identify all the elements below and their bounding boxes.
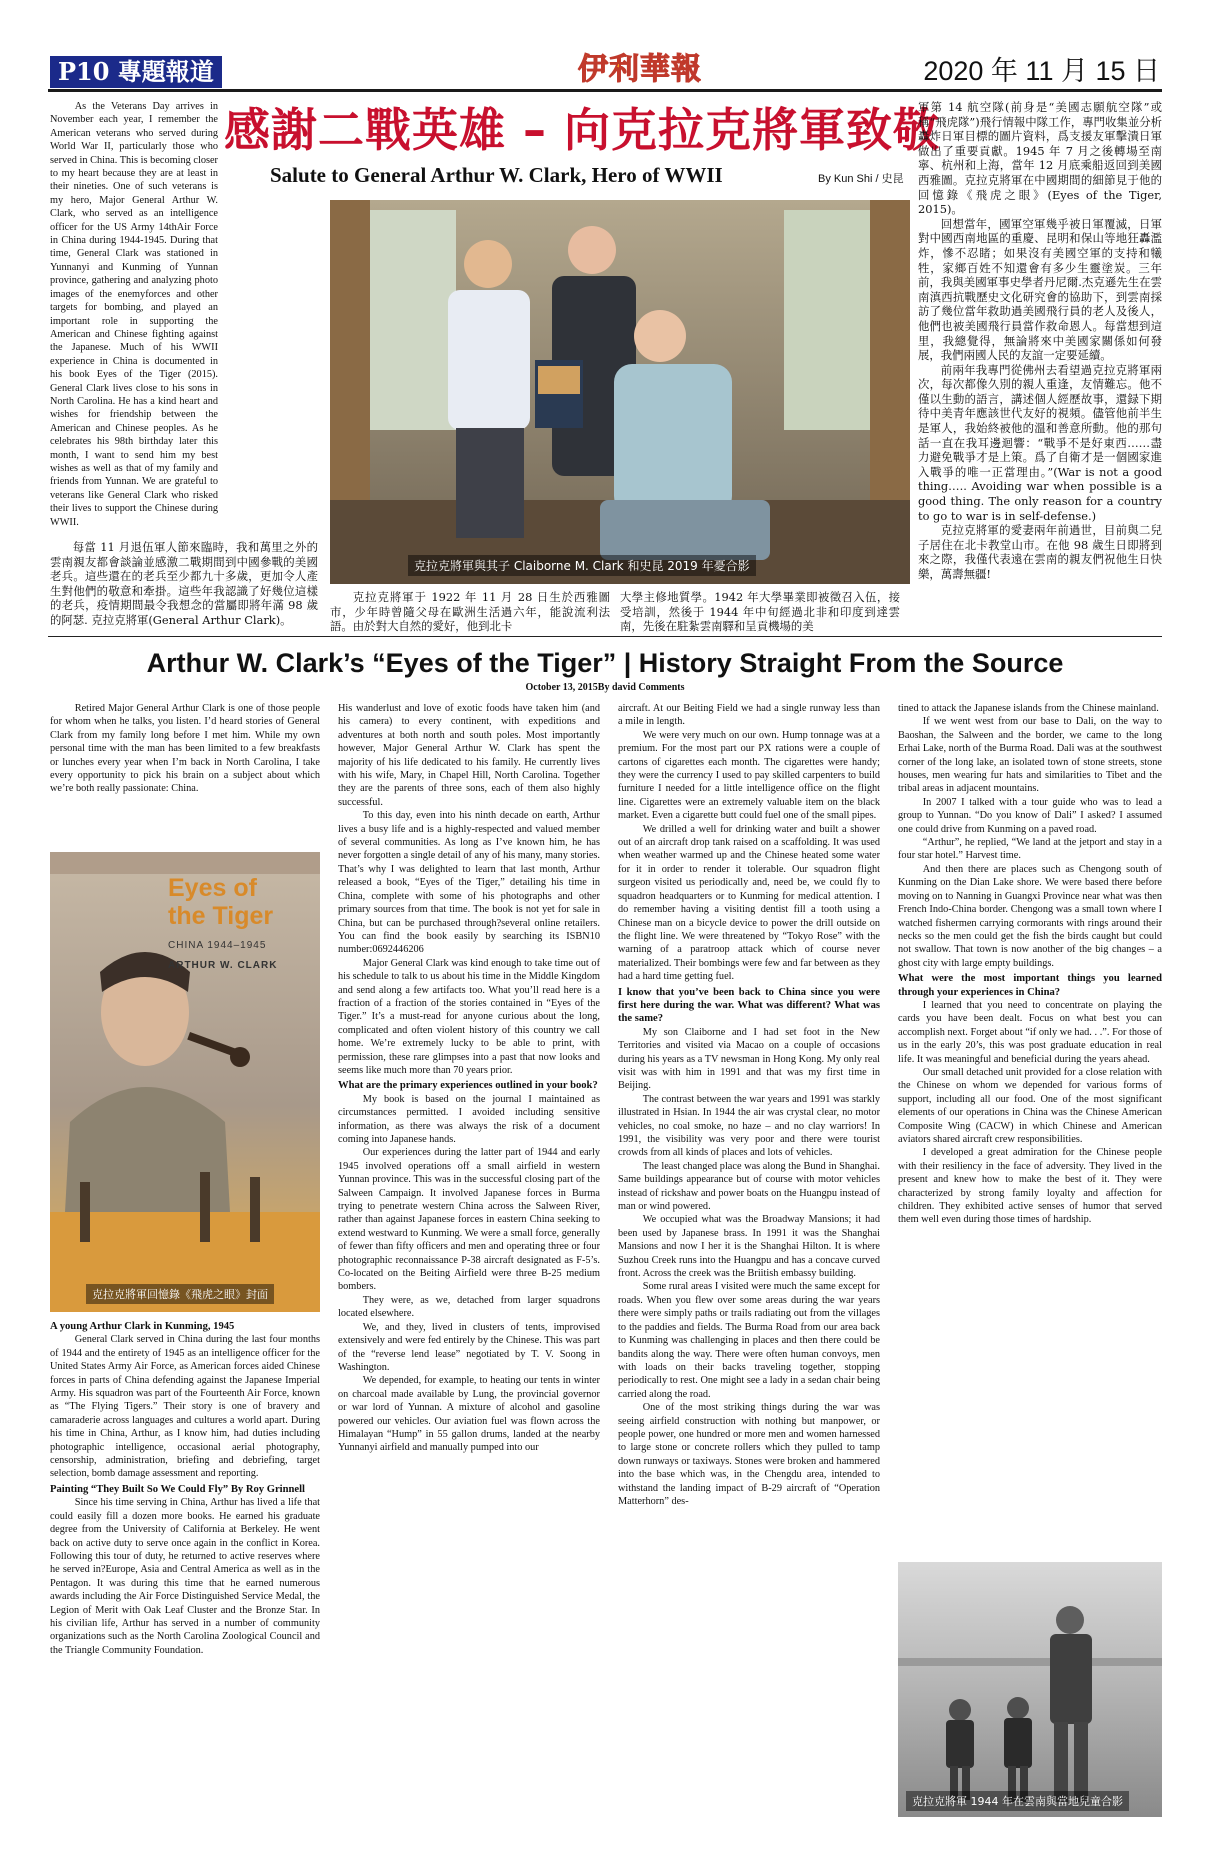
question-1: What are the primary experiences outlined in your book?: [338, 1080, 598, 1092]
book-title: Eyes of the Tiger: [168, 874, 274, 930]
article-col3-p8: Some rural areas I visited were much the same except for roads. When you flew over some areas during the war years there were simply paths or trails radiating out from the villages to the paddies and fields. The Burma Road from our area back to Kunming was challenging in places and then there could be bandits along the way. There were often human convoys, men with loads on their backs traveling together, stopping periodically to rest. One might see a lady in a sedan chair being carried along the road.: [618, 1281, 880, 1400]
intro-zh-text: 每當 11 月退伍軍人節來臨時，我和萬里之外的雲南親友都會談論並感激二戰期間到中國參戰的美國老兵。這些還在的老兵至少都九十多歲，更加令人產生對他們的敬意和牽掛。這些年我認識了好幾位這樣的老兵，疫情期間最令我想念的當屬即將年滿 98 歲的阿瑟. 克拉克將軍(General Arthur Clark)。: [50, 540, 318, 627]
article-col-4: [898, 702, 1162, 1227]
book-subtitle: CHINA 1944–1945: [168, 940, 267, 951]
feature-title-en: Salute to General Arthur W. Clark, Hero of WWII: [270, 163, 723, 187]
zh-right-p3: 前兩年我專門從佛州去看望過克拉克將軍兩次，每次都像久別的親人重逢，友情難忘。他不僅以生動的語言，講述個人經歷故事，還録下期待中美青年應該世代友好的視頻。儘管他前半生是軍人，我始終被他的溫和善意所動。他的那句話一直在我耳邊迴響：“戰爭不是好東西……盡力避免戰爭才是上策。爲了自衛才是一個國家進入戰爭的唯一正當理由。”(War is not a good thing….. Avoiding war when possible is a good thing. The only reason for a country to go to war is in self-defense.): [918, 362, 1162, 523]
article-col1-p1: General Clark served in China during the last four months of 1944 and the entirety of 1945 as an intelligence officer for the United States Army Air Force, as American forces aided Chinese forces in parts of China defending against the Japanese Imperial Army. His squadron was part of the Fourteenth Air Force, known as “The Flying Tigers.” Their story is one of bravery and camaraderie across languages and cultures a world apart. During his time in China, Arthur, as I know him, had duties including photographic intelligence, occasional aerial photography, censorship, administration, briefing and debriefing, target selection, bomb damage assessment and reporting.: [50, 1334, 320, 1480]
article-col3-p2: We were very much on our own. Hump tonnage was at a premium. For the most part our PX rations were a couple of cartons of cigarettes each month. The cigarettes were handy; they were the currency I used to pay skilled carpenters to build furniture I needed for a little intelligence office on the flight line. Cigarettes were an extremely valuable item on the black market. Even a cigarette butt could fuel one of the small pipes.: [618, 729, 880, 822]
veterans-photo-image: [330, 200, 910, 584]
kunming-children-image: [898, 1562, 1162, 1817]
issue-date: 2020 年 11 月 15 日: [923, 56, 1160, 86]
zh-right-p1: 軍第 14 航空隊(前身是“美國志願航空隊”或稱“飛虎隊”)飛行情報中隊工作，專門收集並分析轟炸日軍目標的圖片資料，爲支援友軍擊潰日軍做出了重要貢獻。1945 年 7 月之後轉場至南寧、杭州和上海，當年 12 月底乘船返回到美國西雅圖。克拉克將軍在中國期間的細節見于他的回憶錄《飛虎之眼》(Eyes of the Tiger, 2015)。: [918, 100, 1162, 217]
photo-caption: 克拉克將軍與其子 Claiborne M. Clark 和史昆 2019 年憂合影: [408, 555, 756, 576]
book-caption: 克拉克將軍回憶錄《飛虎之眼》封面: [86, 1284, 274, 1304]
article-col2-top: His wanderlust and love of exotic foods have taken him (and his camera) to every continent, with expeditions and adventures at both north and south poles. Most importantly however, Major General Arthur W. Clark has spent the majority of his life dedicated to his family. He currently lives with his wife, Mary, in Chapel Hill, North Carolina. Together they are the parents of three sons, each of them also highly successful.: [338, 703, 600, 808]
article-col3-p1: aircraft. At our Beiting Field we had a single runway less than a mile in length.: [618, 703, 880, 728]
section-divider: [48, 636, 1162, 637]
article-col2-p2: To this day, even into his ninth decade on earth, Arthur lives a busy life and is a highly-respected and valued member of several communities. As long as I’ve known him, he has never forgotten a single detail of any of his many, many stories. That’s why I was delighted to learn that last month, Arthur released a book, “Eyes of the Tiger,” detailing his time in China, complete with some of his photographs and other primary sources from that time. The book is not yet for sale in China, but can be purchased through?several online retailers. You can find the book easily by searching its ISBN10 number:0692446206: [338, 810, 600, 956]
article-col2-p3: Major General Clark was kind enough to take time out of his schedule to talk to us about his time in the Middle Kingdom and send along a few artifacts too. What you’ll read here is a fraction of a fraction of the stories contained in “Eyes of the Tiger.” It’s a must-read for anyone curious about the long, complicated and often violent history of this country we call home. We’re extremely lucky to be able to print, with permission, these rare glimpses into a past that now looks and seems like much more than 70 years prior.: [338, 957, 600, 1076]
zh-right-column: [918, 100, 1162, 582]
article-col-1-top: [50, 702, 320, 796]
article-col1-p2: Since his time serving in China, Arthur has lived a life that could easily fill a dozen more books. He earned his graduate degree from the University of California at Berkeley. He went back on active duty to serve once again in the conflict in Korea. Following this tour of duty, he returned to active reserves where he served in?Europe, Asia and Central America as well as in the Pentagon. It was during this time that he earned numerous awards including the Air Force Distinguished Service Medal, the Legion of Merit with Oak Leaf Cluster and the Bronze Star. In his civilian life, Arthur has served in a number of community organizations such as the North Carolina Zoological Council and the Triangle Community Foundation.: [50, 1497, 320, 1656]
article-title: Arthur W. Clark’s “Eyes of the Tiger” | History Straight From the Source: [146, 648, 1064, 678]
article-col-2: [338, 702, 600, 1455]
photo-heading-2: Painting “They Built So We Could Fly” By Roy Grinnell: [50, 1483, 305, 1495]
book-cover-photo: [50, 852, 320, 1312]
article-col2-p7: We, and they, lived in clusters of tents, improvised extensively and were fed entirely by the Chinese. This was part of the “reverse lend lease” negotiated by T. V. Soong in Washington.: [338, 1321, 600, 1373]
article-col4-p6: I learned that you need to concentrate on playing the cards you have been dealt. Focus on what best you can accomplish next. Forget about “if only we had. . .”. For those of us in the early 20’s, this was post graduate education in real life. It was meaningful and beneficial during the years ahead.: [898, 999, 1162, 1065]
article-intro: Retired Major General Arthur Clark is one of those people for whom when he talks, you listen. I’d heard stories of General Clark from my family long before I met him. While my own personal time with the man has been limited to a few breakfasts or lunches every year when I’m back in North Carolina, I take every opportunity to pick his brain on a subject about which we’re both really passionate: China.: [50, 703, 320, 795]
zh-bio-b: 克拉克將軍于 1922 年 11 月 28 日生於西雅圖市，少年時曾隨父母在歐洲生活過六年，能說流利法語。由於對大自然的愛好，他到北卡: [330, 590, 610, 634]
article-col4-p1: tined to attack the Japanese islands from the Chinese mainland.: [898, 703, 1159, 714]
zh-right-p2: 回想當年，國軍空軍幾乎被日軍覆滅，日軍對中國西南地區的重慶、昆明和保山等地狂轟濫炸，慘不忍睹；如果沒有美國空軍的支持和犧牲，家鄉百姓不知還會有多少生靈塗炭。三年前，我與美國軍事史學者丹尼爾.杰克遜先生在雲南滇西抗戰歷史文化研究會的協助下，到雲南採訪了幾位當年救助過美國飛行員的老人及後人，他們也被美國飛行員當作救命恩人。每當想到這里，我總覺得，無論將來中美國家關係如何發展，我們兩國人民的友誼一定要延續。: [918, 216, 1162, 363]
article-col4-p8: I developed a great admiration for the Chinese people with their resiliency in the face of adversity. They lived in the present and knew how to make the best of it. They were characterized by strong family loyalty and affection for children. They exhibited active senses of humor that served them well even during those times of hardship.: [898, 1147, 1162, 1226]
article-col3-p9: One of the most striking things during the war was seeing airfield construction with nothing but manpower, or people power, one hundred or more men and women harnessed to large stone or concrete rollers which they pulled to tamp down runways or taxiways. Stones were broken and hammered into the base which was, in the Chengdu area, intended to withstand the landing impact of B-29 aircraft of “Operation Matterhorn” des-: [618, 1402, 880, 1507]
byline: By Kun Shi / 史昆: [818, 173, 904, 185]
article-col4-p7: Our small detached unit provided for a close relation with the Chinese on whom we depended for various forms of support, including all our food. One of the most significant elements of our operations in China was the Chinese American Composite Wing (CACW) in which Chinese and American aviators shared aircraft crew responsibilities.: [898, 1066, 1162, 1145]
kids-caption: 克拉克將軍 1944 年在雲南與當地兒童合影: [906, 1791, 1129, 1811]
article-meta: October 13, 2015By david Comments: [525, 682, 685, 693]
photo-heading-1: A young Arthur Clark in Kunming, 1945: [50, 1321, 235, 1332]
article-col3-p3: We drilled a well for drinking water and built a shower out of an aircraft drop tank raised on a scaffolding. It was used when weather warmed up and the Chinese heated some water for it in order to render it tolerable. Our squadron flight surgeon visited us periodically and, need be, we could fly to squadron headquarters or to Kunming for medical attention. I do remember having a visiting dentist fill a tooth using a Chinese man on a bicycle device to power the drill outside on the flight line. We were threatened by “Tokyo Rose” with the warning of a paratroop attack which of course never materialized. Their bombings were few and far between as they had a hard time getting fuel.: [618, 823, 880, 983]
article-col2-p4: My book is based on the journal I maintained as circumstances permitted. I avoided including sensitive information, as there was always the risk of a document coming into Japanese hands.: [338, 1093, 600, 1145]
article-col-1-bottom: [50, 1318, 320, 1657]
zh-bio-c: 大學主修地質學。1942 年大學畢業即被徵召入伍，接受培訓，然後于 1944 年中旬經過北非和印度到達雲南，先後在駐紮雲南驛和呈貢機場的美: [620, 590, 900, 634]
kunming-children-photo: [898, 1562, 1162, 1817]
article-col3-p4: My son Claiborne and I had set foot in the New Territories and visited via Macao on a couple of occasions during his years as a TV newsman in Hong Kong. My only real visit was with him in 1991 and that was my first time in Beijing.: [618, 1026, 880, 1092]
article-col4-p4: “Arthur”, he replied, “We land at the jetport and stay in a four star hotel.” Harvest time.: [898, 837, 1162, 862]
article-col3-p6: The least changed place was along the Bund in Shanghai. Same buildings appearance but of course with motor vehicles instead of rickshaw and power boats on the Huangpu instead of man or wind powered.: [618, 1160, 880, 1213]
book-author: ARTHUR W. CLARK: [168, 960, 278, 971]
newspaper-logo: 伊利華報: [578, 52, 702, 87]
article-col2-p8: We depended, for example, to heating our tents in winter on charcoal made available by Lung, the provincial governor or war lord of Yunnan. A mixture of alcohol and gasoline powered our vehicles. Our aviation fuel was flown across the Himalayan “Hump” in 55 gallon drums, landed at the nearby Yunnanyi airfield and manually pumped into our: [338, 1375, 600, 1454]
article-col3-p5: The contrast between the war years and 1991 was starkly illustrated in Hsian. In 1944 the air was crystal clear, no motor vehicles, no coal smoke, no haze – and no clay warriors! In 1991, the visibility was very poor and there were tourist crowds from all kinds of places and lots of vehicles.: [618, 1093, 880, 1159]
masthead: [48, 52, 1162, 92]
article-col-3: [618, 702, 880, 1508]
section-label: P10 專題報道: [50, 56, 222, 88]
question-3: What were the most important things you learned through your experiences in China?: [898, 973, 1162, 998]
intro-zh: [50, 540, 318, 628]
intro-en: As the Veterans Day arrives in November each year, I remember the American veterans who served during World War II, particularly those who served in China. This is becoming closer to my heart because they are at least in their nineties. One of such veterans is my hero, Major General Arthur W. Clark, who served as an intelligence officer for the US Army 14thAir Force in China during 1944-1945. During that time, General Clark was stationed in Yunnanyi and Kunming of Yunnan province, gathering and analyzing photo images of the enemyforces and other targets for bombing, and played an important role in supporting the American and Chinese fighting against the Japanese. Much of his WWII experience in China is documented in his book Eyes of the Tiger (2015). General Clark lives close to his sons in North Carolina. He has a kind heart and wishes for friendship between the American and Chinese peoples. As he celebrates his 98th birthday later this month, I want to send him my best wishes as well as that of my family and friends from Yunnan. We are grateful to veterans like General Clark who risked their lives to support the Chinese during WWII.: [50, 101, 218, 528]
question-2: I know that you’ve been back to China since you were first here during the war. What was different? What was the same?: [618, 986, 880, 1025]
article-col4-p5: And then there are places such as Chengong south of Kunming on the Dian Lake shore. We were based there before moving on to Nanning in Guangxi Province near what was then French Indo-China border. Chengong was a small town where I watched fishermen carrying cormorants with rings around their necks so the men could get the fish the birds caught but could not swallow. That town is now another of the big changes – a ghost city with large empty buildings.: [898, 863, 1162, 969]
intro-column: [50, 100, 218, 529]
article-col3-p7: We occupied what was the Broadway Mansions; it had been used by Japanese brass. In 1991 it was the Shanghai Mansions and now I her it is the Shanghai Hilton. It is where Suzhou Creek runs into the Huangpu and has a concave curved front. Across the creek was the Briitish embassy building.: [618, 1214, 880, 1280]
article-col4-p2: If we went west from our base to Dali, on the way to Baoshan, the Salween and the border, we came to the long Erhai Lake, north of the Burma Road. Dali was at the southwest corner of the long lake, an isolated town of stone streets, stone houses, men wearing fur hats and similarities to Tibet and the tribal areas in adjacent mountains.: [898, 716, 1162, 795]
article-col2-p6: They were, as we, detached from larger squadrons located elsewhere.: [338, 1294, 600, 1320]
zh-right-p4: 克拉克將軍的愛妻兩年前過世，目前與二兒子居住在北卡教堂山市。在他 98 歲生日即將到來之際，我僅代表遠在雲南的親友們祝他生日快樂，萬壽無疆!: [918, 523, 1162, 581]
zh-bio-col-b: [330, 590, 610, 634]
zh-bio-col-c: [620, 590, 900, 634]
article-col4-p3: In 2007 I talked with a tour guide who was to lead a group to Yunnan. “Do you know of Dali” I asked? I assumed one could drive from Kunming on a paved road.: [898, 796, 1162, 835]
veterans-photo: [330, 200, 910, 584]
article-col2-p5: Our experiences during the latter part of 1944 and early 1945 involved operations off a small airfield in western Yunnan province. This was in the successful closing part of the Salween Campaign. It involved Japanese forces in Burma trying to penetrate western China across the Salween River, rather than against Japanese forces in eastern China seeking to extend westward to Kunming. We were a small force, generally of fewer than fifty officers and men and operating three or four photographic reconnaissance P-38 aircraft designated as F-5’s. Co-located on the Beiting Airfield were three B-25 medium bombers.: [338, 1147, 600, 1293]
feature-title-zh: 感謝二戰英雄 – 向克拉克將軍致敬: [224, 103, 941, 157]
